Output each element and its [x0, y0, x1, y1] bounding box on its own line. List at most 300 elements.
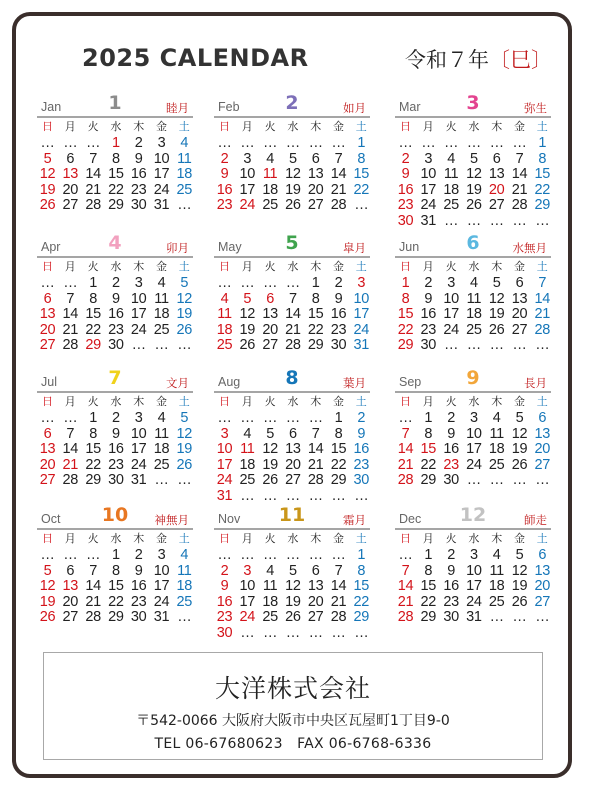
calendar-day: 21 — [397, 593, 414, 610]
weekday-label: 土 — [536, 396, 548, 408]
empty-day: … — [512, 609, 527, 625]
calendar-day: 25 — [262, 609, 278, 625]
calendar-day: 21 — [397, 456, 414, 473]
empty-day: … — [512, 472, 527, 488]
calendar-day: 24 — [130, 456, 147, 473]
calendar-day: 21 — [62, 321, 79, 338]
weekday-label: 土 — [178, 261, 190, 273]
calendar-day: 5 — [470, 150, 478, 167]
calendar-day: 18 — [176, 166, 193, 182]
calendar-day: 15 — [397, 306, 414, 322]
calendar-day: 14 — [285, 306, 301, 322]
calendar-day: 24 — [443, 321, 459, 338]
weekday-label: 日 — [400, 121, 411, 133]
empty-day: … — [308, 487, 323, 504]
calendar-day: 16 — [130, 166, 147, 182]
weekday-label: 水 — [110, 533, 122, 545]
weekday-label: 木 — [491, 261, 503, 273]
empty-day: … — [262, 135, 278, 151]
calendar-day: 24 — [420, 197, 437, 213]
calendar-day: 16 — [353, 441, 370, 457]
month-japanese-name: 睦月 — [166, 103, 189, 115]
calendar-day: 21 — [85, 593, 101, 610]
calendar-day: 28 — [85, 609, 101, 625]
month-divider — [37, 256, 193, 258]
weekday-label: 金 — [333, 533, 344, 545]
calendar-day: 27 — [39, 472, 56, 488]
calendar-day: 26 — [39, 609, 56, 625]
calendar-day: 26 — [176, 456, 193, 473]
calendar-day: 31 — [130, 472, 147, 488]
month-number: 2 — [285, 92, 299, 114]
month-header — [214, 504, 370, 530]
calendar-day: 20 — [262, 321, 278, 338]
empty-day: … — [443, 337, 459, 353]
weekday-label: 土 — [355, 261, 367, 273]
month-english-name: Nov — [218, 512, 241, 526]
month-divider — [395, 391, 551, 393]
calendar-day: 25 — [443, 197, 459, 213]
empty-day: … — [63, 410, 78, 426]
empty-day: … — [308, 410, 323, 426]
weekday-label: 土 — [178, 121, 190, 133]
calendar-day: 23 — [108, 321, 124, 338]
calendar-day: 30 — [108, 472, 124, 488]
calendar-day: 21 — [85, 181, 101, 198]
month-japanese-name: 長月 — [524, 378, 547, 390]
month-nov — [214, 504, 370, 641]
empty-day: … — [40, 547, 55, 563]
calendar-day: 25 — [488, 456, 505, 473]
calendar-day: 31 — [420, 212, 437, 229]
month-english-name: Dec — [399, 512, 422, 526]
calendar-day: 21 — [330, 181, 347, 198]
calendar-day: 4 — [243, 425, 252, 442]
calendar-day: 22 — [108, 593, 124, 610]
month-english-name: Sep — [399, 375, 422, 389]
calendar-day: 2 — [447, 410, 455, 426]
calendar-day: 11 — [177, 562, 192, 579]
calendar-day: 10 — [420, 166, 437, 182]
weekday-label: 月 — [422, 533, 434, 545]
calendar-day: 9 — [401, 166, 410, 182]
calendar-day: 31 — [153, 609, 170, 625]
empty-day: … — [177, 472, 192, 488]
calendar-day: 14 — [85, 166, 101, 182]
weekday-label: 土 — [536, 121, 548, 133]
calendar-day: 14 — [85, 578, 101, 594]
calendar-day: 9 — [134, 150, 143, 167]
empty-day: … — [354, 624, 369, 641]
company-contact: TEL 06-67680623 FAX 06-6768-6336 — [154, 736, 432, 752]
weekday-label: 月 — [64, 261, 76, 273]
empty-day: … — [63, 135, 78, 151]
calendar-day: 25 — [239, 472, 256, 488]
empty-day: … — [262, 410, 278, 426]
calendar-day: 28 — [511, 197, 528, 213]
month-feb — [214, 92, 370, 226]
calendar-day: 22 — [330, 456, 347, 473]
empty-day: … — [331, 487, 346, 504]
calendar-day: 30 — [108, 337, 124, 353]
calendar-day: 8 — [112, 150, 120, 167]
calendar-day: 11 — [240, 441, 255, 457]
calendar-day: 17 — [443, 306, 459, 322]
calendar-day: 16 — [330, 306, 347, 322]
empty-day: … — [217, 410, 232, 426]
weekday-label: 金 — [514, 533, 525, 545]
weekday-label: 月 — [422, 121, 434, 133]
weekday-label: 火 — [87, 396, 99, 408]
calendar-day: 29 — [420, 472, 437, 488]
empty-day: … — [40, 410, 55, 426]
calendar-day: 2 — [220, 562, 229, 579]
month-header — [214, 367, 370, 393]
calendar-day: 28 — [62, 337, 79, 353]
calendar-day: 30 — [130, 197, 147, 213]
weekday-label: 金 — [514, 261, 525, 273]
calendar-day: 23 — [216, 609, 233, 625]
calendar-day: 30 — [420, 337, 437, 353]
calendar-day: 23 — [353, 456, 370, 473]
month-japanese-name: 弥生 — [524, 103, 547, 115]
calendar-day: 4 — [447, 150, 455, 167]
calendar-day: 27 — [488, 197, 505, 213]
month-japanese-name: 皐月 — [343, 243, 366, 255]
calendar-day: 3 — [220, 425, 229, 442]
calendar-day: 15 — [420, 441, 437, 457]
calendar-day: 30 — [443, 472, 459, 488]
calendar-day: 8 — [538, 150, 547, 167]
calendar-day: 8 — [401, 290, 410, 307]
empty-day: … — [40, 275, 55, 291]
empty-day: … — [466, 472, 481, 488]
weekday-label: 水 — [110, 396, 122, 408]
calendar-day: 11 — [154, 425, 169, 442]
calendar-day: 30 — [353, 472, 370, 488]
calendar-day: 14 — [330, 578, 347, 594]
calendar-day: 18 — [216, 321, 233, 338]
calendar-day: 7 — [311, 425, 320, 442]
weekday-label: 月 — [64, 533, 76, 545]
weekday-label: 月 — [422, 261, 434, 273]
empty-day: … — [535, 337, 550, 353]
calendar-day: 11 — [466, 290, 482, 307]
month-divider — [395, 116, 551, 118]
calendar-day: 24 — [466, 593, 482, 610]
calendar-day: 8 — [357, 150, 366, 167]
empty-day: … — [285, 487, 300, 504]
calendar-day: 7 — [89, 562, 97, 579]
calendar-day: 6 — [66, 562, 75, 579]
calendar-day: 19 — [488, 306, 505, 322]
calendar-day: 26 — [176, 321, 193, 338]
month-jun — [395, 232, 551, 366]
calendar-day: 6 — [492, 150, 501, 167]
month-english-name: Oct — [41, 512, 61, 526]
calendar-day: 21 — [330, 593, 347, 610]
empty-day: … — [308, 624, 323, 641]
calendar-day: 6 — [311, 562, 320, 579]
month-divider — [214, 256, 370, 258]
weekday-label: 日 — [400, 261, 411, 273]
calendar-day: 18 — [262, 181, 278, 198]
month-english-name: Apr — [41, 240, 61, 254]
calendar-day: 8 — [424, 425, 433, 442]
weekday-label: 火 — [445, 121, 457, 133]
calendar-day: 15 — [307, 306, 324, 322]
calendar-day: 27 — [534, 593, 551, 610]
calendar-day: 2 — [134, 547, 143, 563]
calendar-day: 1 — [112, 547, 120, 563]
calendar-day: 8 — [112, 562, 120, 579]
calendar-day: 15 — [420, 578, 437, 594]
calendar-day: 24 — [153, 593, 170, 610]
calendar-day: 3 — [157, 547, 166, 563]
month-english-name: Jan — [41, 100, 62, 114]
calendar-day: 17 — [466, 441, 482, 457]
calendar-day: 7 — [334, 562, 343, 579]
calendar-day: 23 — [108, 456, 124, 473]
calendar-day: 23 — [443, 456, 459, 473]
calendar-day: 20 — [534, 441, 551, 457]
calendar-day: 28 — [330, 197, 347, 213]
empty-day: … — [308, 135, 323, 151]
calendar-day: 22 — [397, 321, 414, 338]
empty-day: … — [240, 624, 255, 641]
calendar-day: 5 — [515, 547, 524, 563]
calendar-day: 18 — [239, 456, 256, 473]
weekday-label: 月 — [422, 396, 434, 408]
weekday-label: 金 — [156, 261, 167, 273]
calendar-day: 24 — [239, 197, 256, 213]
calendar-day: 22 — [420, 593, 437, 610]
calendar-day: 1 — [357, 547, 366, 563]
empty-day: … — [466, 337, 481, 353]
empty-day: … — [285, 275, 300, 291]
calendar-day: 26 — [511, 593, 528, 610]
calendar-day: 17 — [153, 578, 170, 594]
calendar-day: 9 — [220, 578, 229, 594]
weekday-label: 水 — [110, 121, 122, 133]
calendar-title: 2025 CALENDAR — [82, 44, 309, 72]
weekday-label: 月 — [241, 396, 253, 408]
month-english-name: Mar — [399, 100, 421, 114]
calendar-day: 1 — [334, 410, 343, 426]
calendar-day: 29 — [397, 337, 414, 353]
calendar-day: 20 — [39, 456, 56, 473]
calendar-day: 17 — [130, 306, 147, 322]
calendar-day: 9 — [424, 290, 433, 307]
calendar-day: 28 — [62, 472, 79, 488]
weekday-label: 火 — [445, 261, 457, 273]
calendar-day: 15 — [108, 578, 124, 594]
calendar-day: 10 — [443, 290, 459, 307]
calendar-day: 14 — [511, 166, 528, 182]
calendar-day: 4 — [492, 410, 501, 426]
calendar-day: 7 — [66, 290, 75, 307]
empty-day: … — [240, 275, 255, 291]
empty-day: … — [308, 547, 323, 563]
calendar-day: 3 — [357, 275, 366, 291]
empty-day: … — [131, 337, 146, 353]
calendar-day: 11 — [262, 166, 278, 182]
weekday-label: 木 — [133, 533, 145, 545]
calendar-day: 1 — [112, 135, 120, 151]
weekday-label: 日 — [42, 396, 53, 408]
calendar-day: 16 — [130, 578, 147, 594]
month-sep — [395, 367, 551, 501]
calendar-day: 2 — [357, 410, 366, 426]
month-dec — [395, 504, 551, 638]
calendar-day: 9 — [334, 290, 343, 307]
empty-day: … — [217, 547, 232, 563]
calendar-day: 23 — [130, 181, 147, 198]
month-divider — [37, 116, 193, 118]
calendar-day: 5 — [43, 562, 52, 579]
calendar-day: 17 — [216, 456, 233, 473]
weekday-label: 木 — [133, 121, 145, 133]
calendar-day: 25 — [176, 593, 193, 610]
calendar-day: 24 — [153, 181, 170, 198]
calendar-day: 7 — [66, 425, 75, 442]
month-jul — [37, 367, 193, 501]
weekday-label: 木 — [491, 396, 503, 408]
weekday-label: 木 — [491, 121, 503, 133]
empty-day: … — [331, 135, 346, 151]
calendar-day: 5 — [492, 275, 501, 291]
calendar-day: 28 — [397, 472, 414, 488]
empty-day: … — [443, 135, 459, 151]
calendar-day: 3 — [470, 410, 478, 426]
month-divider — [37, 528, 193, 530]
month-japanese-name: 卯月 — [166, 243, 189, 255]
calendar-day: 11 — [154, 290, 169, 307]
weekday-label: 火 — [264, 396, 276, 408]
weekday-label: 木 — [491, 533, 503, 545]
calendar-day: 6 — [538, 547, 547, 563]
empty-day: … — [240, 547, 255, 563]
empty-day: … — [489, 609, 504, 625]
month-number: 12 — [459, 504, 487, 526]
empty-day: … — [331, 547, 346, 563]
month-header — [37, 232, 193, 258]
calendar-day: 10 — [466, 425, 482, 442]
month-japanese-name: 葉月 — [343, 378, 366, 390]
calendar-day: 28 — [397, 609, 414, 625]
calendar-day: 15 — [108, 166, 124, 182]
calendar-day: 1 — [89, 410, 97, 426]
calendar-day: 17 — [420, 181, 437, 198]
month-divider — [395, 528, 551, 530]
month-header — [395, 92, 551, 118]
calendar-day: 1 — [424, 410, 433, 426]
weekday-label: 金 — [333, 121, 344, 133]
calendar-day: 11 — [489, 562, 504, 579]
calendar-day: 19 — [262, 456, 278, 473]
weekday-label: 水 — [110, 261, 122, 273]
calendar-day: 3 — [134, 410, 143, 426]
calendar-day: 6 — [289, 425, 297, 442]
calendar-day: 11 — [217, 306, 232, 322]
calendar-day: 3 — [447, 275, 455, 291]
calendar-day: 15 — [353, 166, 370, 182]
calendar-day: 28 — [534, 321, 551, 338]
weekday-label: 土 — [178, 533, 190, 545]
calendar-day: 12 — [488, 290, 505, 307]
calendar-day: 18 — [262, 593, 278, 610]
calendar-day: 20 — [307, 181, 324, 198]
weekday-label: 水 — [287, 261, 299, 273]
empty-day: … — [443, 212, 459, 229]
calendar-day: 18 — [443, 181, 459, 198]
weekday-label: 日 — [219, 396, 230, 408]
japanese-era — [405, 44, 552, 74]
calendar-day: 23 — [130, 593, 147, 610]
month-divider — [214, 391, 370, 393]
calendar-day: 28 — [330, 609, 347, 625]
weekday-label: 金 — [514, 121, 525, 133]
weekday-label: 水 — [287, 121, 299, 133]
calendar-day: 2 — [447, 547, 455, 563]
calendar-day: 1 — [538, 135, 547, 151]
weekday-label: 火 — [87, 121, 99, 133]
month-number: 7 — [108, 367, 122, 389]
empty-day: … — [63, 547, 78, 563]
empty-day: … — [535, 609, 550, 625]
calendar-day: 13 — [262, 306, 278, 322]
calendar-day: 23 — [216, 197, 233, 213]
calendar-day: 27 — [307, 197, 324, 213]
weekday-label: 土 — [536, 533, 548, 545]
calendar-day: 25 — [488, 593, 505, 610]
calendar-day: 7 — [334, 150, 343, 167]
weekday-label: 金 — [156, 121, 167, 133]
calendar-day: 19 — [466, 181, 482, 198]
calendar-day: 9 — [112, 425, 120, 442]
calendar-day: 1 — [89, 275, 97, 291]
calendar-day: 10 — [153, 562, 170, 579]
calendar-day: 9 — [447, 425, 455, 442]
calendar-day: 3 — [243, 150, 252, 167]
calendar-day: 24 — [216, 472, 233, 488]
calendar-day: 19 — [511, 441, 528, 457]
calendar-day: 25 — [153, 456, 170, 473]
calendar-day: 26 — [488, 321, 505, 338]
calendar-day: 4 — [266, 150, 274, 167]
calendar-day: 14 — [62, 306, 79, 322]
calendar-day: 26 — [511, 456, 528, 473]
calendar-day: 19 — [285, 181, 301, 198]
calendar-day: 27 — [307, 609, 324, 625]
calendar-day: 19 — [176, 441, 193, 457]
calendar-day: 13 — [39, 306, 56, 322]
calendar-day: 29 — [85, 337, 101, 353]
calendar-day: 16 — [216, 181, 233, 198]
calendar-day: 10 — [153, 150, 170, 167]
month-divider — [37, 391, 193, 393]
calendar-day: 14 — [307, 441, 324, 457]
empty-day: … — [398, 135, 413, 151]
calendar-day: 1 — [357, 135, 366, 151]
calendar-day: 29 — [330, 472, 347, 488]
weekday-label: 土 — [355, 533, 367, 545]
calendar-day: 26 — [239, 337, 256, 353]
calendar-day: 10 — [130, 290, 147, 307]
calendar-day: 5 — [243, 290, 252, 307]
calendar-day: 11 — [443, 166, 459, 182]
empty-day: … — [262, 547, 278, 563]
